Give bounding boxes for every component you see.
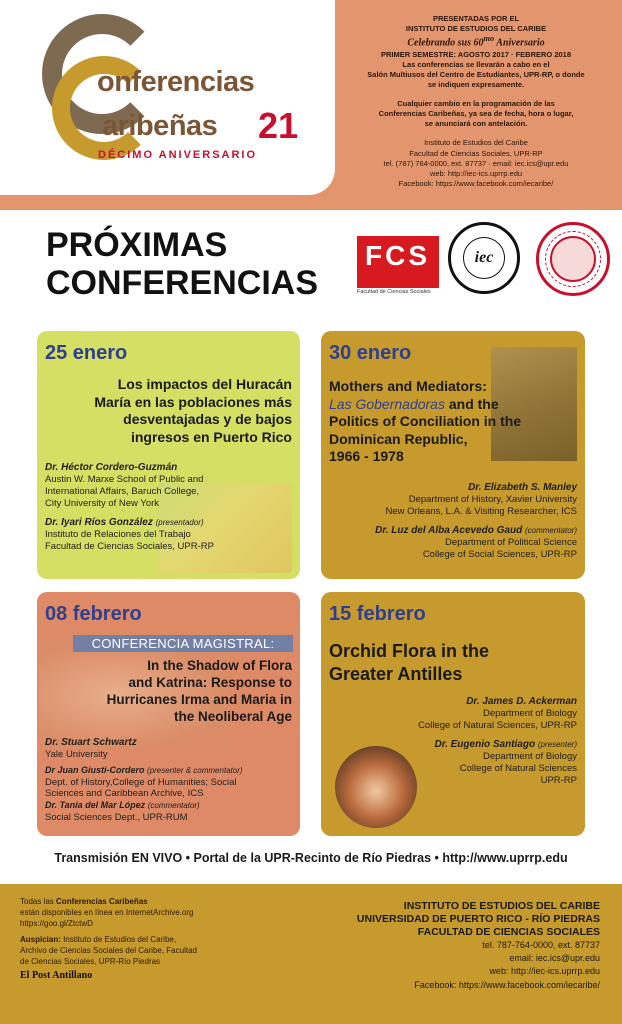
title-line: Orchid Flora in the [329, 641, 490, 661]
speaker-name [45, 516, 295, 529]
affiliation-line: UPR-RP [540, 774, 577, 786]
footer [0, 884, 622, 1024]
title-line: 1966 - 1978 [329, 448, 404, 464]
affiliation-line: Instituto de Relaciones del Trabajo [45, 528, 191, 540]
footer-left [20, 896, 220, 982]
card-date: 08 febrero [45, 603, 142, 625]
footer-org-1: INSTITUTO DE ESTUDIOS DEL CARIBE [403, 900, 600, 912]
sponsor-line-3: de Ciencias Sociales, UPR-Río Piedras [20, 956, 161, 966]
fcs-logo [357, 236, 439, 288]
spacer [345, 90, 607, 99]
speaker-block [327, 695, 577, 786]
title-line: and Katrina: Response to [128, 674, 292, 690]
contact-line-1: Instituto de Estudios del Caribe [424, 138, 528, 148]
affiliation-line: Department of Political Science [444, 536, 577, 548]
speaker-name: Dr. Stuart Schwartz [45, 737, 137, 748]
footer-facebook[interactable]: Facebook: https://www.facebook.com/iecaribe/ [414, 979, 600, 990]
speaker-name-text: Dr. Iyari Ríos González [45, 516, 153, 528]
title-line: the Neoliberal Age [173, 708, 292, 724]
speaker-block [45, 736, 297, 824]
title-part: and the [444, 395, 499, 412]
anniversary-text: Celebrando sus 60 [407, 37, 484, 49]
footer-web[interactable]: web: http://iec-ics.uprrp.edu [489, 966, 600, 977]
affiliation-line: Dept. of History,College of Humanities; Social [45, 776, 237, 788]
conference-card-15-febrero [321, 592, 585, 836]
conference-card-25-enero [37, 331, 300, 579]
conferencias-logo [0, 0, 335, 195]
upr-seal-center [550, 236, 596, 282]
venue-line-1: Las conferencias se llevarán a cabo en el [402, 59, 550, 69]
affiliation-line: Department of History, Xavier University [408, 494, 577, 505]
footer-email[interactable]: email: iec.ics@upr.edu [509, 953, 600, 964]
title-line-2: CONFERENCIAS [46, 264, 319, 303]
affiliation-line: Yale University [45, 749, 108, 760]
el-post-antillano-logo: El Post Antillano [20, 970, 93, 982]
speaker-role: (commentator) [147, 801, 200, 811]
title-line: ingresos en Puerto Rico [130, 428, 292, 445]
title-line: Mothers and Mediators: [329, 378, 487, 394]
iec-mark: iec [463, 237, 505, 279]
footer-tel: tel. 787-764-0000, ext. 87737 [482, 940, 600, 951]
speaker-name [327, 524, 577, 537]
sponsor-label: Auspician: [20, 934, 61, 944]
speaker-name [45, 800, 297, 812]
title-line: Politics of Conciliation in the [329, 413, 522, 429]
sponsor-text: Instituto de Estudios del Caribe, [60, 934, 177, 944]
affiliation-line: Sciences and Caribbean Archive, ICS [45, 788, 204, 800]
speaker-role: (presenter & commentator) [147, 765, 243, 775]
speaker-role: (presentador) [155, 517, 204, 527]
speaker-block [327, 481, 577, 561]
affiliation-line: College of Social Sciences, UPR-RP [422, 548, 577, 560]
conference-card-08-febrero [37, 592, 300, 836]
affiliation-line: City University of New York [45, 497, 160, 509]
affiliation-line: New Orleans, L.A. & Visiting Researcher, ICS [385, 505, 577, 517]
logo-number: 21 [258, 105, 299, 146]
speaker-name-text: Dr. Luz del Alba Acevedo Gaud [375, 524, 523, 536]
sponsor-line-2: Archivo de Ciencias Sociales del Caribe, Facultad [20, 945, 197, 955]
card-title [107, 658, 292, 726]
speaker-name: Dr. Héctor Cordero-Guzmán [45, 462, 178, 473]
card-title [329, 378, 521, 466]
speaker-name [327, 738, 577, 751]
contact-line-3: tel. (787) 764-0000, ext. 87737 · email: iec.ics@upr.edu [383, 158, 569, 168]
affiliation-line: Austin W. Marxe School of Public and [45, 474, 204, 485]
title-line: Hurricanes Irma and Maria in [106, 691, 292, 707]
affiliation-line: College of Natural Sciences [459, 762, 577, 774]
archive-link[interactable]: https://goo.gl/ZtctwD [20, 919, 93, 929]
header-info [345, 14, 607, 189]
archive-line-1-pre: Todas las [20, 897, 57, 906]
contact-line-5: Facebook: https://www.facebook.com/iecaribe/ [398, 178, 554, 188]
title-line: Los impactos del Huracán [117, 376, 292, 392]
footer-org-2: UNIVERSIDAD DE PUERTO RICO - RÍO PIEDRAS [356, 913, 600, 926]
card-title [329, 640, 489, 685]
semester-line: PRIMER SEMESTRE: AGOSTO 2017 · FEBRERO 2018 [380, 49, 572, 59]
footer-org-3: FACULTAD DE CIENCIAS SOCIALES [417, 926, 600, 939]
anniversary-sup: mo [483, 34, 495, 44]
change-line-3: se anunciará con antelación. [424, 119, 528, 129]
affiliation-line: International Affairs, Baruch College, [45, 485, 200, 497]
card-date: 30 enero [329, 342, 412, 364]
logo-word-caribenas: aribeñas [102, 110, 218, 142]
affiliation-line: Department of Biology [483, 750, 577, 762]
speaker-name-text: Dr Juan Giusti-Cordero [45, 764, 145, 775]
affiliation-line: Social Sciences Dept., UPR-RUM [45, 812, 188, 823]
speaker-name-text: Dr. Tania del Mar López [45, 800, 146, 811]
spacer [345, 129, 607, 138]
conference-card-30-enero [321, 331, 585, 579]
title-line [329, 396, 521, 414]
upr-seal [536, 222, 610, 296]
affiliation-line: College of Natural Sciences, UPR-RP [418, 719, 577, 731]
speaker-role: (commentator) [524, 525, 577, 535]
card-title [94, 376, 292, 446]
logo-word-conferencias: onferencias [97, 66, 255, 98]
speaker-name [45, 765, 297, 777]
fcs-caption: Facultad de Ciencias Sociales [357, 289, 431, 295]
title-line: desventajadas y de bajos [123, 411, 292, 427]
affiliation-line: Department of Biology [483, 708, 577, 719]
presented-by: PRESENTADAS POR EL [432, 14, 520, 23]
archive-line-1-bold: Conferencias Caribeñas [56, 897, 148, 906]
title-line-1: PRÓXIMAS [46, 226, 228, 264]
change-line-2: Conferencias Caribeñas, ya sea de fecha, hora o lugar, [378, 109, 574, 119]
card-date: 15 febrero [329, 603, 426, 625]
contact-line-4: web: http://iec-ics.uprrp.edu [429, 168, 523, 178]
live-stream-line: Transmisión EN VIVO • Portal de la UPR-Recinto de Río Piedras • http://www.uprrp.edu [54, 851, 568, 865]
institute-name: INSTITUTO DE ESTUDIOS DEL CARIBE [405, 24, 547, 34]
iec-seal [448, 222, 520, 294]
card-date: 25 enero [45, 342, 128, 364]
contact-line-2: Facultad de Ciencias Sociales, UPR-RP [409, 148, 543, 158]
affiliation-line: Facultad de Ciencias Sociales, UPR-RP [45, 540, 214, 552]
speaker-role: (presenter) [537, 739, 577, 749]
speaker-block [45, 461, 295, 552]
title-line: In the Shadow of Flora [147, 658, 292, 673]
archive-line-2: están disponibles en línea en InternetArchive.org [20, 908, 194, 918]
venue-line-2: Salón Multiusos del Centro de Estudiantes, UPR-RP, o donde [367, 69, 585, 79]
change-line-1: Cualquier cambio en la programación de las [397, 99, 555, 109]
logo-tagline: DÉCIMO ANIVERSARIO [98, 149, 258, 161]
archive-line-1 [20, 896, 220, 907]
anniversary-end: Aniversario [494, 37, 545, 49]
title-italic: Las Gobernadoras [329, 395, 445, 412]
title-line: María en las poblaciones más [94, 393, 292, 410]
keynote-banner: CONFERENCIA MAGISTRAL: [73, 635, 293, 652]
speaker-name-text: Dr. Eugenio Santiago [434, 738, 536, 750]
title-line: Greater Antilles [329, 663, 463, 684]
fcs-mark: FCS [365, 240, 430, 271]
title-line: Dominican Republic, [329, 430, 468, 447]
sponsor-line-1 [20, 934, 220, 945]
footer-right [357, 900, 600, 992]
page-title [46, 226, 318, 302]
anniversary-line [345, 34, 607, 49]
speaker-name: Dr. James D. Ackerman [466, 696, 577, 707]
speaker-name: Dr. Elizabeth S. Manley [468, 482, 577, 493]
venue-line-3: se indiquen expresamente. [427, 79, 525, 89]
